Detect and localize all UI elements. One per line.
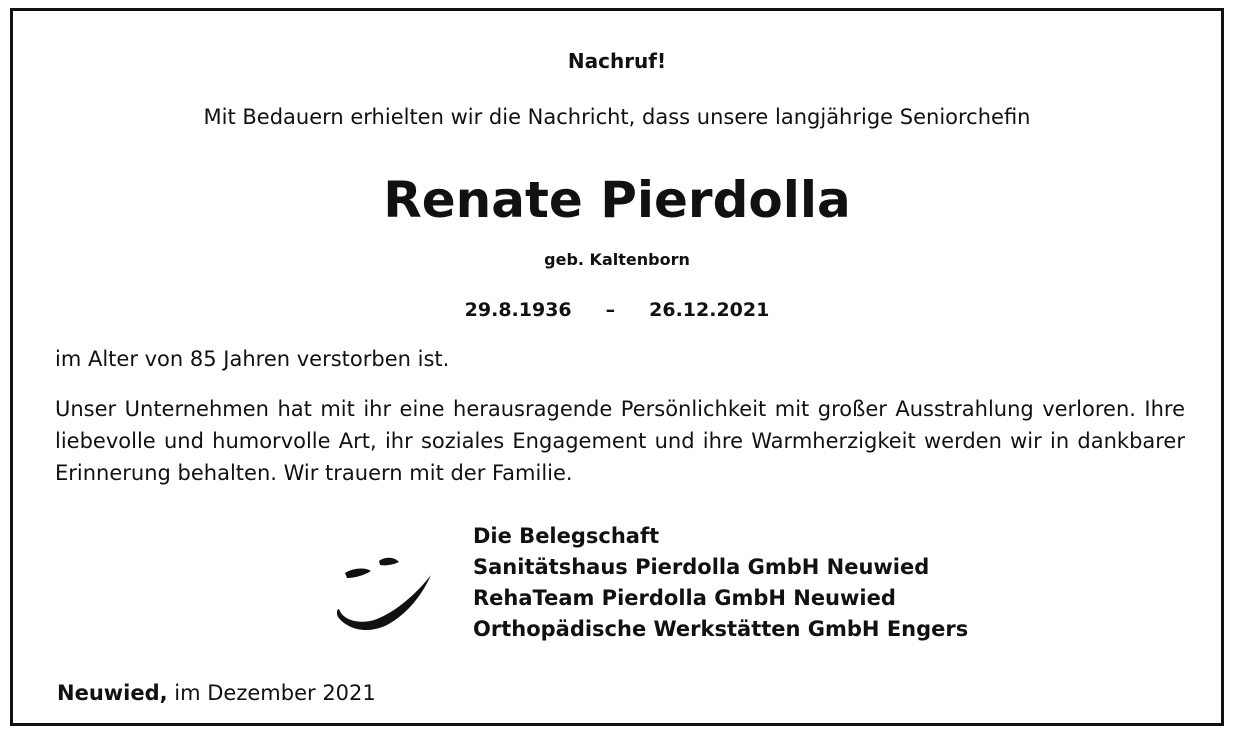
smile-right-eye: [379, 558, 399, 566]
date-text: im Dezember 2021: [167, 681, 376, 705]
life-dates: [13, 299, 1221, 321]
signer-line: RehaTeam Pierdolla GmbH Neuwied: [473, 586, 896, 610]
obituary-heading: Nachruf!: [567, 49, 667, 73]
signer-line: Sanitätshaus Pierdolla GmbH Neuwied: [473, 555, 930, 579]
obituary-frame: [10, 8, 1224, 726]
smile-mouth: [337, 575, 431, 630]
place-name: Neuwied,: [57, 681, 168, 705]
smile-logo-icon: [325, 551, 437, 635]
signers-block: [473, 521, 968, 645]
signer-line: Orthopädische Werkstätten GmbH Engers: [473, 617, 969, 641]
smile-left-eye: [345, 569, 371, 578]
place-date-line: [57, 681, 376, 705]
signer-line: Die Belegschaft: [473, 524, 660, 548]
age-line: im Alter von 85 Jahren verstorben ist.: [55, 347, 450, 371]
tribute-paragraph: Unser Unternehmen hat mit ihr eine herausragende Persönlichkeit mit großer Ausstrahlung verloren. Ihre liebevolle und humorvolle Art, ihr soziales Engagement und ihre Warmherzigkeit werden wir in dankbarer Erinnerung behalten. Wir trauern mit der Familie.: [55, 397, 1185, 485]
birth-date: 29.8.1936: [464, 299, 572, 321]
maiden-name: geb. Kaltenborn: [544, 250, 690, 269]
death-date: 26.12.2021: [649, 299, 770, 321]
deceased-name: Renate Pierdolla: [383, 171, 851, 229]
intro-text: Mit Bedauern erhielten wir die Nachricht, dass unsere langjährige Seniorchefin: [203, 105, 1031, 129]
date-dash: –: [605, 299, 616, 321]
